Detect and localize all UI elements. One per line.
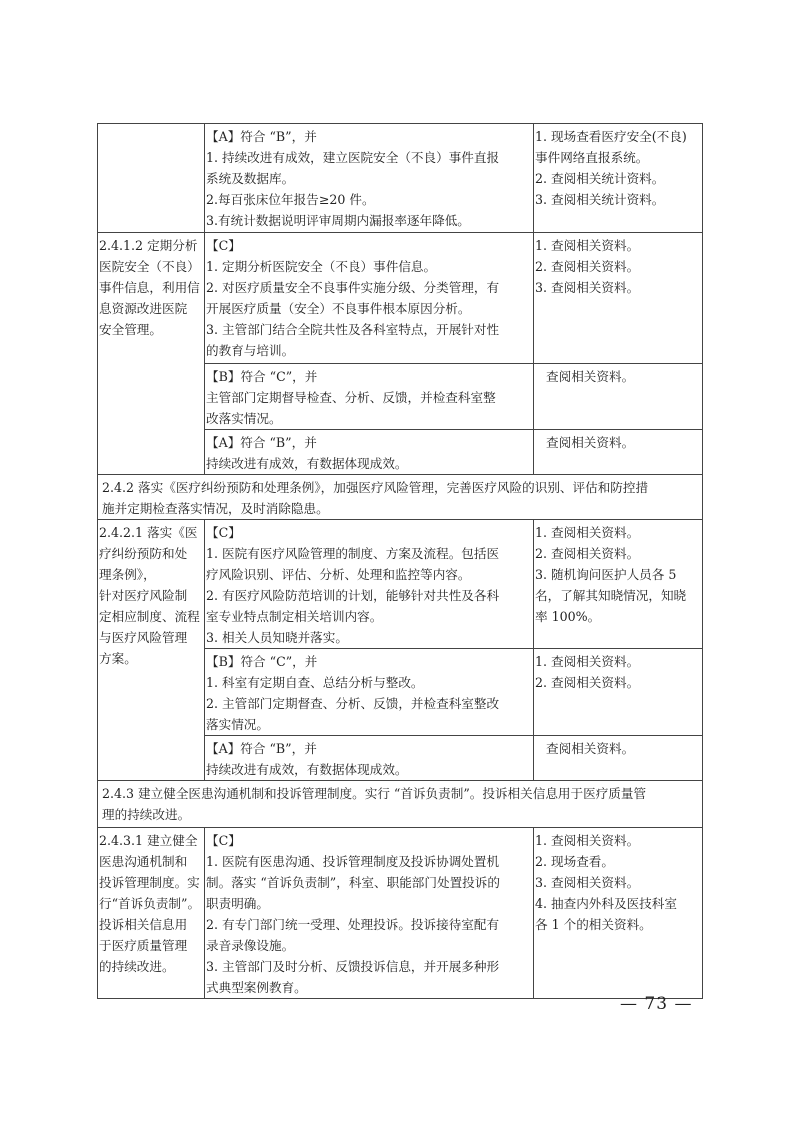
criterion-row	[98, 233, 703, 364]
standards-table	[97, 123, 703, 999]
method-line: 2. 查阅相关资料。	[535, 259, 640, 274]
method-line: 事件网络直报系统。	[535, 150, 649, 165]
method-line: 查阅相关资料。	[546, 741, 635, 756]
section-title	[98, 781, 703, 828]
section-title	[98, 475, 703, 520]
criteria-cell	[205, 124, 534, 233]
item-title-line: 疗纠纷预防和处	[99, 546, 188, 561]
item-title-line: 安全管理。	[99, 322, 162, 337]
item-title-line: 投诉管理制度。实	[99, 875, 200, 890]
criteria-line: 的教育与培训。	[206, 343, 295, 358]
method-cell	[534, 828, 703, 999]
criteria-line: 持续改进有成效，有数据体现成效。	[206, 456, 408, 471]
criteria-line: 【C】	[206, 238, 241, 253]
item-title-line: 医患沟通机制和	[99, 854, 188, 869]
criteria-line: 3. 相关人员知晓并落实。	[206, 630, 348, 645]
criteria-line: 3. 主管部门结合全院共性及各科室特点，开展针对性	[206, 322, 500, 337]
method-line: 3. 查阅相关资料。	[535, 280, 640, 295]
criteria-line: 【A】符合 “B”，并	[206, 435, 317, 450]
criteria-line: 录音录像设施。	[206, 938, 295, 953]
method-cell	[534, 649, 703, 736]
criteria-line: 1. 医院有医疗风险管理的制度、方案及流程。包括医	[206, 546, 500, 561]
criteria-line: 2. 有医疗风险防范培训的计划，能够针对共性及各科	[206, 588, 500, 603]
item-title-cell	[98, 233, 205, 475]
method-line: 1. 查阅相关资料。	[535, 654, 640, 669]
criteria-line: 开展医疗质量（安全）不良事件根本原因分析。	[206, 301, 471, 316]
page-number: — 73 —	[620, 994, 693, 1014]
item-title-line: 方案。	[99, 651, 137, 666]
method-cell	[534, 736, 703, 781]
criteria-line: 2.每百张床位年报告≥20 件。	[206, 192, 375, 207]
criterion-row	[98, 124, 703, 233]
method-cell	[534, 233, 703, 364]
item-title-line: 理条例》，	[99, 567, 156, 582]
criteria-line: 【C】	[206, 833, 241, 848]
criteria-line: 主管部门定期督导检查、分析、反馈，并检查科室整	[206, 390, 496, 405]
criteria-line: 【B】符合 “C”，并	[206, 654, 318, 669]
criteria-line: 【A】符合 “B”，并	[206, 741, 317, 756]
item-title-line: 事件信息，利用信	[99, 280, 200, 295]
criteria-line: 式典型案例教育。	[206, 980, 307, 995]
criteria-line: 持续改进有成效，有数据体现成效。	[206, 762, 408, 777]
criteria-line: 3. 主管部门及时分析、反馈投诉信息，并开展多种形	[206, 959, 500, 974]
item-title-line: 于医疗质量管理	[99, 938, 188, 953]
item-title-line: 投诉相关信息用	[99, 917, 188, 932]
criteria-cell	[205, 430, 534, 475]
criteria-line: 2. 主管部门定期督查、分析、反馈，并检查科室整改	[206, 696, 500, 711]
criteria-line: 1. 医院有医患沟通、投诉管理制度及投诉协调处置机	[206, 854, 500, 869]
criteria-line: 职责明确。	[206, 896, 269, 911]
item-title-line: 息资源改进医院	[99, 301, 188, 316]
item-title-line: 医院安全（不良）	[99, 259, 200, 274]
method-cell	[534, 520, 703, 649]
method-line: 2. 查阅相关资料。	[535, 675, 640, 690]
criteria-line: 【A】符合 “B”，并	[206, 129, 317, 144]
method-line: 2. 查阅相关统计资料。	[535, 171, 665, 186]
method-line: 2. 现场查看。	[535, 854, 614, 869]
criteria-line: 1. 科室有定期自查、总结分析与整改。	[206, 675, 424, 690]
item-title-line: 定相应制度、流程	[99, 609, 200, 624]
method-line: 1. 查阅相关资料。	[535, 525, 640, 540]
criterion-row	[98, 828, 703, 999]
criteria-line: 制。落实 “首诉负责制”，科室、职能部门处置投诉的	[206, 875, 500, 890]
section-text-line: 理的持续改进。	[102, 807, 191, 822]
method-line: 率 100%。	[535, 609, 601, 624]
section-header-row	[98, 475, 703, 520]
criteria-cell	[205, 233, 534, 364]
criteria-line: 疗风险识别、评估、分析、处理和监控等内容。	[206, 567, 471, 582]
criteria-line: 3.有统计数据说明评审周期内漏报率逐年降低。	[206, 213, 470, 228]
method-line: 查阅相关资料。	[546, 369, 635, 384]
item-title-line: 2.4.1.2 定期分析	[99, 238, 198, 253]
item-title-line: 2.4.2.1 落实《医	[99, 525, 198, 540]
criteria-line: 【B】符合 “C”，并	[206, 369, 318, 384]
criteria-cell	[205, 520, 534, 649]
section-header-row	[98, 781, 703, 828]
criteria-line: 2. 对医疗质量安全不良事件实施分级、分类管理，有	[206, 280, 500, 295]
method-line: 1. 查阅相关资料。	[535, 238, 640, 253]
item-title-cell	[98, 828, 205, 999]
item-title-line: 行“首诉负责制”。	[99, 896, 201, 911]
method-line: 2. 查阅相关资料。	[535, 546, 640, 561]
method-line: 查阅相关资料。	[546, 435, 635, 450]
criteria-line: 1. 持续改进有成效，建立医院安全（不良）事件直报	[206, 150, 500, 165]
criteria-line: 2. 有专门部门统一受理、处理投诉。投诉接待室配有	[206, 917, 500, 932]
item-title-cell	[98, 124, 205, 233]
method-line: 1. 现场查看医疗安全(不良)	[535, 129, 687, 144]
section-text-line: 施并定期检查落实情况，及时消除隐患。	[102, 501, 329, 516]
method-cell	[534, 364, 703, 430]
method-cell	[534, 430, 703, 475]
section-text-line: 2.4.3 建立健全医患沟通机制和投诉管理制度。实行 “首诉负责制”。投诉相关信息用于医疗质量管	[102, 786, 647, 801]
item-title-cell	[98, 520, 205, 781]
criteria-line: 【C】	[206, 525, 241, 540]
criteria-line: 室专业特点制定相关培训内容。	[206, 609, 383, 624]
method-line: 4. 抽查内外科及医技科室	[535, 896, 677, 911]
item-title-line: 的持续改进。	[99, 959, 175, 974]
method-line: 各 1 个的相关资料。	[535, 917, 652, 932]
method-line: 3. 随机询问医护人员各 5	[535, 567, 677, 582]
item-title-line: 2.4.3.1 建立健全	[99, 833, 198, 848]
criteria-cell	[205, 736, 534, 781]
item-title-line: 针对医疗风险制	[99, 588, 188, 603]
method-line: 名，了解其知晓情况，知晓	[535, 588, 687, 603]
section-text-line: 2.4.2 落实《医疗纠纷预防和处理条例》，加强医疗风险管理，完善医疗风险的识别、评估和防控措	[102, 480, 649, 495]
criteria-cell	[205, 828, 534, 999]
method-cell	[534, 124, 703, 233]
criteria-line: 1. 定期分析医院安全（不良）事件信息。	[206, 259, 437, 274]
criteria-line: 系统及数据库。	[206, 171, 295, 186]
method-line: 3. 查阅相关资料。	[535, 875, 640, 890]
criterion-row	[98, 520, 703, 649]
criteria-cell	[205, 364, 534, 430]
item-title-line: 与医疗风险管理	[99, 630, 188, 645]
criteria-cell	[205, 649, 534, 736]
criteria-line: 落实情况。	[206, 717, 269, 732]
criteria-line: 改落实情况。	[206, 411, 282, 426]
method-line: 1. 查阅相关资料。	[535, 833, 640, 848]
method-line: 3. 查阅相关统计资料。	[535, 192, 665, 207]
